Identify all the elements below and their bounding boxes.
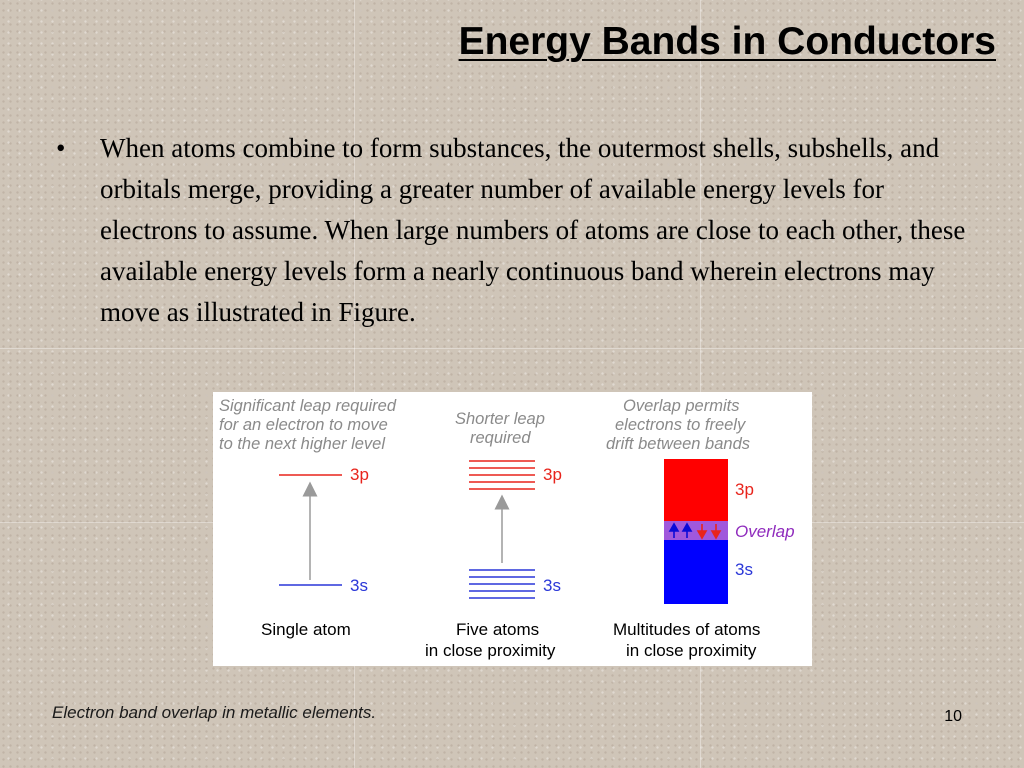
panel2-footer-line2: in close proximity: [425, 641, 556, 660]
panel3-3p-band: [664, 459, 728, 521]
energy-band-figure: [213, 392, 812, 666]
figure-caption: Electron band overlap in metallic elements.: [52, 703, 377, 722]
panel1-3p-label: 3p: [350, 465, 369, 484]
energy-band-diagram: [213, 392, 812, 666]
bullet-marker: •: [56, 133, 66, 163]
panel2-3p-label: 3p: [543, 465, 562, 484]
panel1-heading-line2: for an electron to move: [219, 416, 388, 434]
panel1-heading-line3: to the next higher level: [219, 435, 386, 453]
background-gridline: [0, 348, 1024, 349]
panel3-heading-line3: drift between bands: [606, 435, 751, 453]
bullet-text: When atoms combine to form substances, the outermost shells, subshells, and orbitals merge, providing a greater number of available energy levels for electrons to assume. When large numbers of atoms are close to each other, these available energy levels form a nearly continuous band wherein electrons may move as illustrated in Figure.: [100, 133, 966, 327]
panel3-3p-label: 3p: [735, 480, 754, 499]
panel1-footer: Single atom: [261, 620, 351, 639]
panel3-3s-band: [664, 540, 728, 604]
slide-title: Energy Bands in Conductors: [458, 20, 996, 63]
panel2-heading-line1: Shorter leap: [455, 410, 545, 428]
panel2-3s-band: [469, 570, 535, 598]
panel2-heading-line2: required: [470, 429, 531, 447]
panel3-heading-line2: electrons to freely: [615, 416, 746, 434]
page-number: 10: [944, 708, 962, 725]
panel3-overlap-label: Overlap: [735, 522, 795, 541]
panel2-footer-line1: Five atoms: [456, 620, 540, 639]
panel2-3p-band: [469, 461, 535, 489]
panel3-3s-label: 3s: [735, 560, 753, 579]
panel2-3s-label: 3s: [543, 576, 561, 595]
panel3-heading-line1: Overlap permits: [623, 397, 740, 415]
bullet-point: [56, 128, 976, 333]
panel3-footer-line1: Multitudes of atoms: [613, 620, 761, 639]
panel3-footer-line2: in close proximity: [626, 641, 757, 660]
panel1-3s-label: 3s: [350, 576, 368, 595]
panel1-heading-line1: Significant leap required: [219, 397, 397, 415]
